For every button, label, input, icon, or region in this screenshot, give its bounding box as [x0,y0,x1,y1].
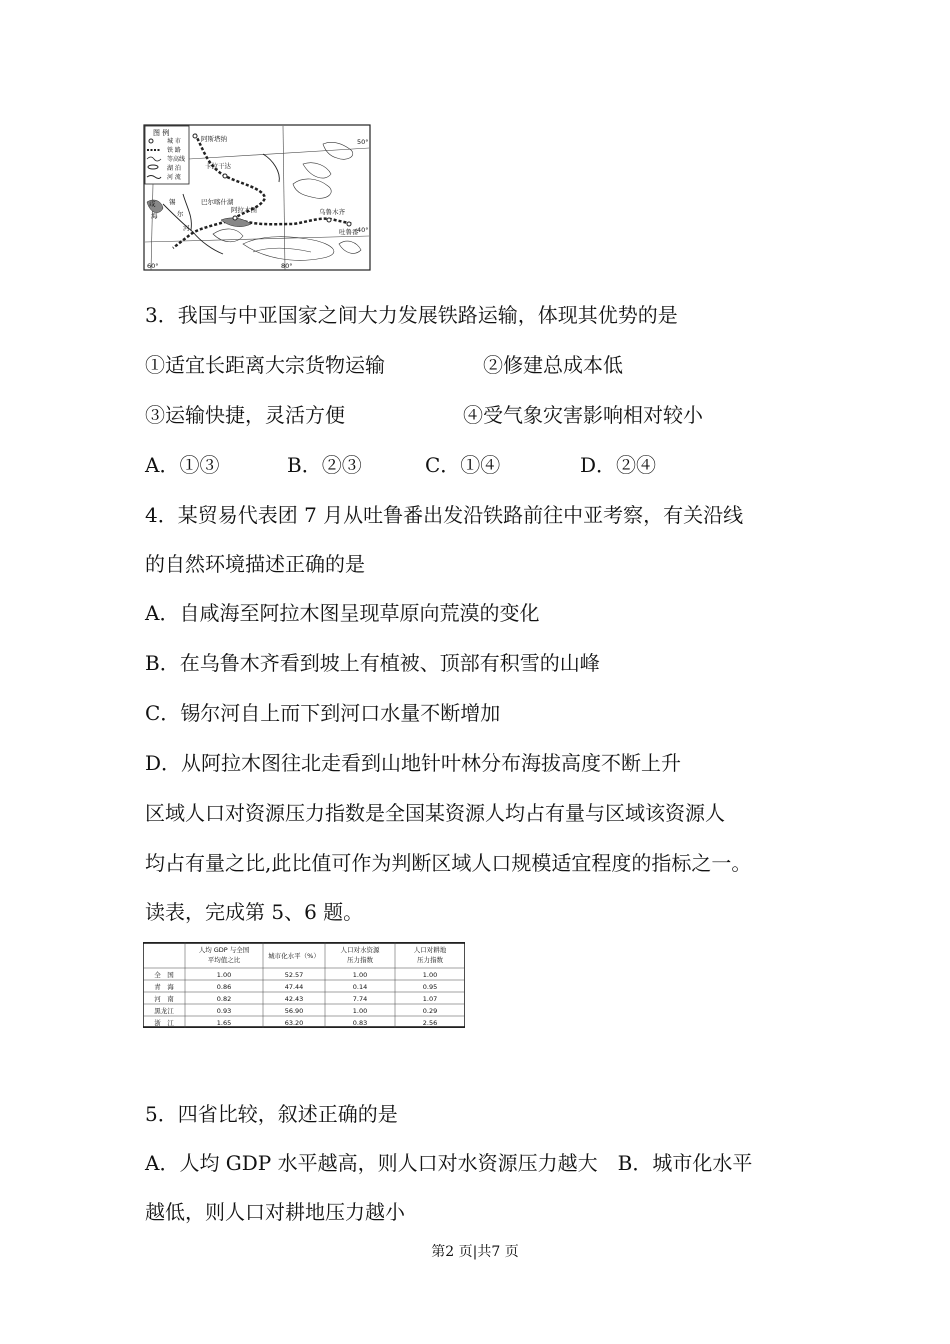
table-row-label: 黑龙江 [154,1007,174,1015]
table-cell: 0.86 [216,983,232,991]
q3-stem: 3．我国与中亚国家之间大力发展铁路运输，体现其优势的是 [145,303,678,327]
table-cell: 1.00 [352,971,368,979]
place-er: 尔 [177,210,184,218]
table-cell: 0.83 [352,1019,368,1027]
q4-stem-line1: 4．某贸易代表团 7 月从吐鲁番出发沿铁路前往中亚考察，有关沿线 [145,503,744,527]
table-row-label: 浙 江 [154,1019,174,1027]
table-header-water-2: 压力指数 [347,956,373,964]
resource-pressure-table [143,942,465,1028]
place-astana: 阿斯塔纳 [201,135,227,143]
table-cell: 56.90 [284,1007,304,1015]
q3-option-a: A．①③ [145,453,220,477]
table-cell: 1.00 [422,971,438,979]
place-karaganda: 卡拉干达 [205,162,231,170]
table-cell: 0.14 [352,983,368,991]
central-asia-railway-map [143,124,371,271]
table-header-land-1: 人口对耕地 [413,946,447,954]
table-cell: 0.82 [216,995,232,1003]
lat-40: 40° [357,226,369,234]
legend-railway: 铁 路 [167,147,181,154]
q5-options-line1: A．人均 GDP 水平越高，则人口对水资源压力越大 B．城市化水平 [145,1151,753,1175]
table-cell: 1.00 [216,971,232,979]
q3-statement-2: ②修建总成本低 [483,353,623,377]
place-urumqi: 乌鲁木齐 [319,208,345,216]
table-cell: 1.07 [422,995,438,1003]
q5-stem: 5．四省比较，叙述正确的是 [145,1102,398,1126]
legend-river: 河 流 [167,174,181,181]
q3-option-d: D．②④ [580,453,657,477]
table-cell: 0.95 [422,983,438,991]
table-cell: 1.00 [352,1007,368,1015]
intro-line1: 区域人口对资源压力指数是全国某资源人均占有量与区域该资源人 [145,801,725,825]
table-header-urban: 城市化水平（%） [268,952,320,960]
lat-50: 50° [357,138,369,146]
q4-option-c: C．锡尔河自上而下到河口水量不断增加 [145,701,501,725]
lon-60: 60° [147,262,159,270]
legend-contour: 等高线 [167,156,186,163]
legend-lake: 湖 泊 [167,165,181,172]
table-cell: 2.56 [422,1019,438,1027]
intro-line3: 读表，完成第 5、6 题。 [145,900,364,924]
place-turpan: 吐鲁番 [339,228,359,236]
place-hai: 海 [151,212,158,220]
lon-80: 80° [281,262,293,270]
q5-options-line2: 越低，则人口对耕地压力越小 [145,1200,405,1224]
table-cell: 63.20 [284,1019,304,1027]
intro-line2: 均占有量之比,此比值可作为判断区域人口规模适宜程度的指标之一。 [145,851,752,875]
table-cell: 52.57 [284,971,304,979]
place-he: 河 [183,224,190,232]
place-balkhash: 巴尔喀什湖 [201,198,234,206]
place-xian: 咸 [149,200,156,208]
table-cell: 42.43 [284,995,304,1003]
page-footer: 第2 页|共7 页 [431,1244,519,1260]
q3-option-b: B．②③ [287,453,362,477]
place-almaty: 阿拉木图 [231,206,257,214]
table-header-gdp-2: 平均值之比 [207,956,241,964]
q3-option-c: C．①④ [425,453,501,477]
legend-title: 图 例 [153,129,170,137]
q4-option-a: A．自咸海至阿拉木图呈现草原向荒漠的变化 [145,601,540,625]
table-cell: 47.44 [284,983,304,991]
table-row-label: 青 海 [154,983,174,991]
table-cell: 0.93 [216,1007,232,1015]
q4-option-d: D．从阿拉木图往北走看到山地针叶林分布海拔高度不断上升 [145,751,682,775]
q3-statement-3: ③运输快捷，灵活方便 [145,403,345,427]
table-row-label: 全 国 [154,971,174,979]
q3-statement-4: ④受气象灾害影响相对较小 [463,403,703,427]
table-row-label: 河 南 [154,995,174,1003]
q3-statement-1: ①适宜长距离大宗货物运输 [145,353,385,377]
table-cell: 1.65 [216,1019,232,1027]
place-xi: 锡 [169,198,176,206]
table-header-gdp-1: 人均 GDP 与全国 [198,946,250,954]
legend-city: 城 市 [167,138,181,145]
table-cell: 7.74 [352,995,368,1003]
table-header-water-1: 人口对水资源 [340,946,380,954]
q4-option-b: B．在乌鲁木齐看到坡上有植被、顶部有积雪的山峰 [145,651,600,675]
table-header-land-2: 压力指数 [417,956,443,964]
table-cell: 0.29 [422,1007,438,1015]
q4-stem-line2: 的自然环境描述正确的是 [145,552,365,576]
